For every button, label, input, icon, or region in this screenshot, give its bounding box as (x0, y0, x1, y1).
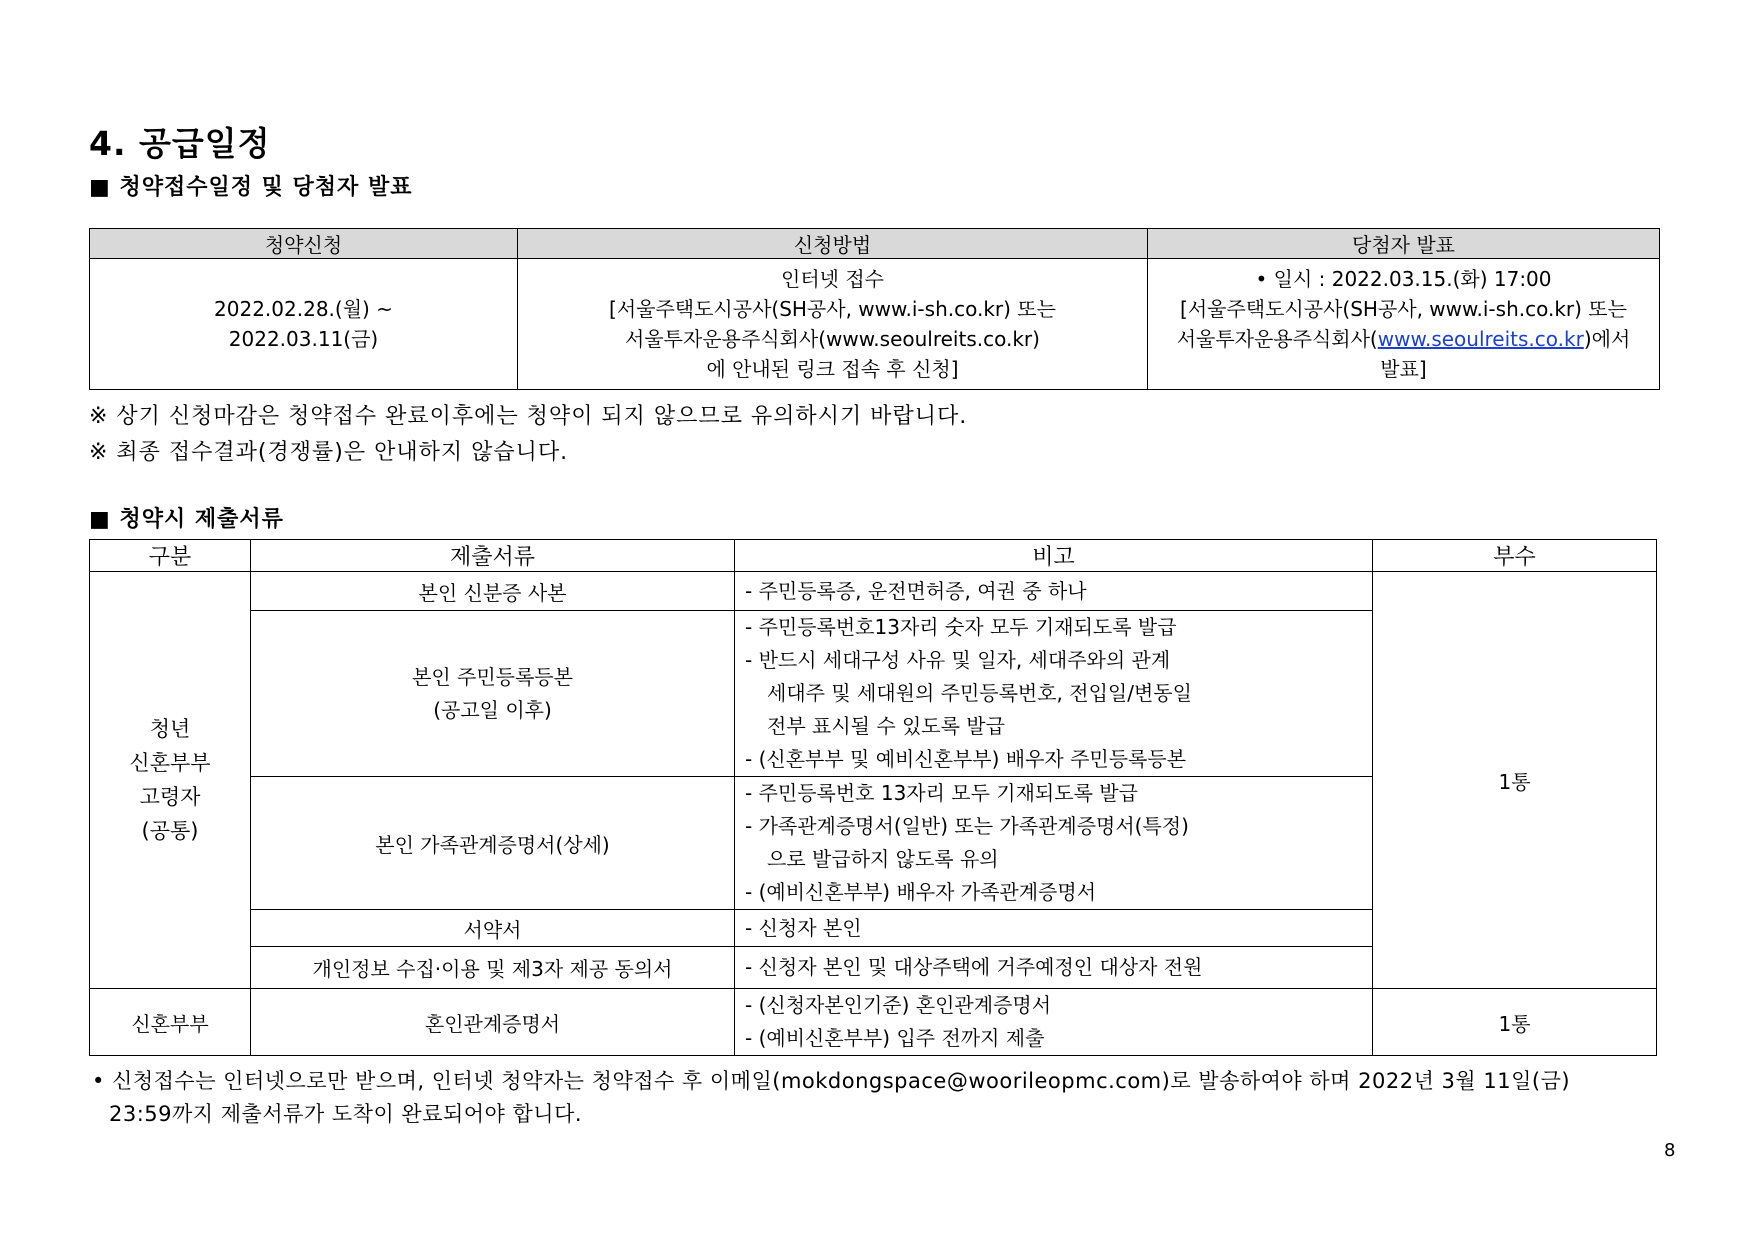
remarks-cell (735, 572, 1373, 611)
text-line: 인터넷 접수 (781, 267, 884, 291)
text-line: 2022.03.11(금) (228, 327, 379, 351)
column-header: 제출서류 (251, 540, 735, 572)
text-line: - (신혼부부 및 예비신혼부부) 배우자 주민등록등본 (745, 747, 1187, 771)
document-cell: 혼인관계증명서 (251, 989, 735, 1056)
table-row (90, 572, 1657, 611)
column-header: 청약신청 (90, 229, 518, 259)
column-header: 당첨자 발표 (1148, 229, 1660, 259)
document-cell (251, 611, 735, 777)
remarks-cell (735, 777, 1373, 910)
document-cell: 개인정보 수집·이용 및 제3자 제공 동의서 (251, 947, 735, 989)
text-line: 청년 (149, 717, 191, 741)
text-line: 본인 주민등록등본 (412, 664, 573, 689)
document-cell: 서약서 (251, 910, 735, 947)
text-line: (공통) (141, 819, 199, 843)
text-line: 전부 표시될 수 있도록 발급 (767, 714, 1005, 738)
text-line: - (신청자본인기준) 혼인관계증명서 (745, 993, 1052, 1017)
text-line: 발표] (1380, 357, 1427, 381)
column-header: 신청방법 (518, 229, 1148, 259)
text-line: [서울주택도시공사(SH공사, www.i-sh.co.kr) 또는 (1180, 297, 1627, 321)
section-title-documents: ■ 청약시 제출서류 (89, 507, 284, 532)
announcement-cell (1148, 259, 1660, 390)
text-line: 고령자 (139, 785, 201, 809)
page-number: 8 (1664, 1140, 1676, 1161)
website-link[interactable]: www.seoulreits.co.kr (1377, 327, 1584, 351)
text-line: - (예비신혼부부) 입주 전까지 제출 (745, 1026, 1045, 1050)
document-cell: 본인 신분증 사본 (251, 572, 735, 611)
text-line: 서울투자운용주식회사(www.seoulreits.co.kr) (625, 327, 1040, 351)
text-line: - 주민등록번호 13자리 모두 기재되도록 발급 (745, 781, 1138, 805)
application-method-cell (518, 259, 1148, 390)
remarks-cell (735, 989, 1373, 1056)
application-period-cell (90, 259, 518, 390)
note-line: ※ 최종 접수결과(경쟁률)은 안내하지 않습니다. (89, 440, 569, 465)
schedule-table (89, 228, 1660, 390)
column-header: 부수 (1373, 540, 1657, 572)
bottom-note-line: • 신청접수는 인터넷으로만 받으며, 인터넷 청약자는 청약접수 후 이메일(mokdongspace@woorileopmc.com)로 발송하여야 하며 2022년 3월 11일(금) (92, 1069, 1571, 1093)
section-title-schedule: ■ 청약접수일정 및 당첨자 발표 (89, 175, 413, 200)
text-line: (공고일 이후) (433, 697, 552, 722)
copies-cell: 1통 (1373, 572, 1657, 989)
text-line: [서울주택도시공사(SH공사, www.i-sh.co.kr) 또는 (609, 297, 1056, 321)
text-line: 신혼부부 (129, 751, 211, 775)
text-line (1148, 324, 1659, 354)
column-header: 비고 (735, 540, 1373, 572)
copies-cell: 1통 (1373, 989, 1657, 1056)
category-cell: 신혼부부 (90, 989, 251, 1056)
table-header-row (90, 229, 1660, 259)
text-line: - 가족관계증명서(일반) 또는 가족관계증명서(특정) (745, 814, 1189, 838)
remarks-cell (735, 910, 1373, 947)
text-line: 으로 발급하지 않도록 유의 (767, 847, 999, 871)
text-line: - 주민등록번호13자리 숫자 모두 기재되도록 발급 (745, 615, 1177, 639)
document-cell: 본인 가족관계증명서(상세) (251, 777, 735, 910)
text-line: - 반드시 세대구성 사유 및 일자, 세대주와의 관계 (745, 648, 1171, 672)
category-cell (90, 572, 251, 989)
text-line: 에 안내된 링크 접속 후 신청] (706, 357, 959, 381)
text-fragment: 서울투자운용주식회사( (1176, 327, 1378, 351)
text-fragment: )에서 (1583, 327, 1631, 351)
text-line: - 신청자 본인 (745, 915, 862, 940)
column-header: 구분 (90, 540, 251, 572)
text-line: - 주민등록증, 운전면허증, 여권 중 하나 (745, 578, 1087, 603)
documents-table (89, 539, 1657, 1056)
table-row (90, 259, 1660, 390)
text-line: - 신청자 본인 및 대상주택에 거주예정인 대상자 전원 (745, 955, 1203, 979)
table-header-row (90, 540, 1657, 572)
note-line: ※ 상기 신청마감은 청약접수 완료이후에는 청약이 되지 않으므로 유의하시기 바랍니다. (89, 404, 968, 429)
page-heading: 4. 공급일정 (89, 124, 271, 163)
text-line: • 일시 : 2022.03.15.(화) 17:00 (1255, 267, 1552, 291)
remarks-cell (735, 947, 1373, 989)
text-line: - (예비신혼부부) 배우자 가족관계증명서 (745, 880, 1097, 904)
remarks-cell (735, 611, 1373, 777)
table-row (90, 989, 1657, 1056)
text-line: 세대주 및 세대원의 주민등록번호, 전입일/변동일 (767, 681, 1192, 705)
bottom-note-line: 23:59까지 제출서류가 도착이 완료되어야 합니다. (109, 1102, 583, 1126)
text-line: 2022.02.28.(월) ~ (214, 297, 393, 321)
